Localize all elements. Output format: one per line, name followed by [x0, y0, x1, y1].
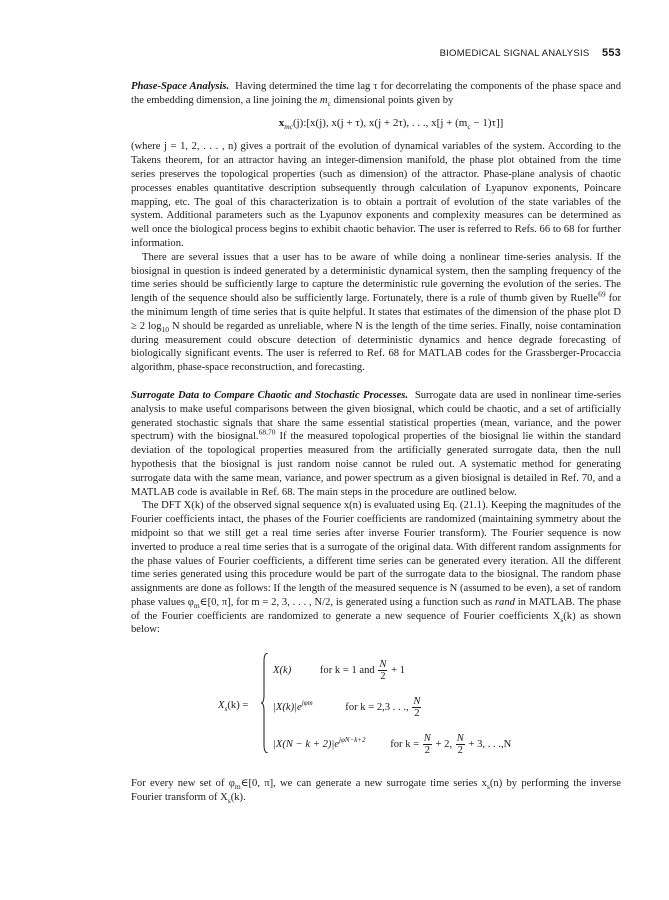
eq2-r3-cond-c: + 3, . . .,N	[468, 739, 512, 751]
section-heading-phase-space: Phase-Space Analysis.	[131, 81, 230, 92]
eq2-lhs	[218, 699, 248, 713]
intro-text-b: dimensional points given by	[333, 94, 454, 106]
surrogate-ref: 68,70	[258, 427, 276, 437]
eq2-r1-frac: $\frac{N}{2}$	[379, 659, 387, 683]
para2-text-c: N should be regarded as unreliable, where N is the length of the time series. Finally, noise contamination during measurement could obscure detection of deterministic dynamics and hence degrade forecasting of biologically significant events. The user is referred to Ref. 68 for MATLAB codes for the Grassberger-Procaccia algorithm, phase-space reconstruction, and forecasting.	[131, 320, 621, 374]
eq2-lhs-tail: (k) =	[227, 700, 249, 712]
eq2-r3-cond-b: + 2,	[435, 739, 453, 751]
eq2-row-1	[273, 659, 405, 682]
final-text-d: (k).	[230, 792, 246, 804]
eq2-r3-frac-1: $\frac{N}{2}$	[423, 733, 431, 757]
eq-body: (j):[x(j), x(j + τ), x(j + 2τ), . . ., x[j + (m	[292, 116, 468, 129]
final-text-a: For every new set of φ	[131, 778, 235, 790]
eq2-r3-sup: jφN−k+2	[339, 736, 366, 745]
eq2-r3-expr: |X(N − k + 2)|e	[273, 739, 340, 751]
running-head-title: BIOMEDICAL SIGNAL ANALYSIS	[439, 48, 590, 59]
rand-function: rand	[494, 596, 515, 608]
eq2-r3-frac-2: $\frac{N}{2}$	[456, 733, 464, 757]
eq-sub-c: c	[467, 121, 471, 131]
eq2-r2-expr: |X(k)|e	[273, 702, 302, 714]
section-heading-surrogate: Surrogate Data to Compare Chaotic and Stochastic Processes.	[131, 389, 409, 401]
eq-vector-x: x	[278, 116, 285, 129]
page-number: 553	[602, 47, 621, 59]
log-sub-10: 10	[161, 324, 170, 334]
dft-text-a: The DFT X(k) of the observed signal sequence x(n) is evaluated using Eq. (21.1). Keeping the magnitudes of the Fourier coefficients intact, the phases of the Fourier coefficients are randomized (maintaining symmetry about the midpoint so that we still get a real time series after inverse Fourier transform). The Fourier sequence is now inverted to produce a real time series that is a surrogate of the original data. With different random assignments for the phase values of Fourier coefficients, a different time series can be generated every iteration. All the different time series generated using this procedure would be part of the surrogate data to the biosignal. The random phase assignments are done as follows: If the length of the measured sequence is N (assumed to be even), a set of random phase values φ	[131, 500, 621, 608]
intro-text-a: Having determined the time lag τ for decorrelating the components of the phase space and the embedding dimension, a line joining the	[131, 81, 622, 106]
dft-text-c: in MATLAB. The phase of the Fourier coefficients are randomized to generate a new sequence of Fourier coefficients X	[131, 596, 621, 622]
equation-phase-vector	[161, 117, 621, 131]
intro-var-m: m	[319, 94, 328, 106]
final-text-b: ∈[0, π], we can generate a new surrogate time series x	[240, 778, 487, 790]
eq2-r1-cond-b: + 1	[391, 665, 406, 677]
page-body	[131, 80, 621, 805]
eq2-r2-cond-a: for k = 2,3 . . .,	[345, 702, 409, 714]
eq2-row-2	[273, 696, 422, 719]
final-sub-m: m	[234, 782, 241, 792]
phi-sub-m: m	[193, 601, 200, 610]
surrogate-paragraph-3	[131, 777, 621, 805]
phase-space-paragraph-1: (where j = 1, 2, . . . , n) gives a portrait of the evolution of dynamical variables of the system. According to the Takens theorem, for an attractor having an integer-dimension manifold, the phase plot obtained from the time series preserves the topological properties (such as dimension) of the attractor. Phase-plane analysis of chaotic processes enables quantitative description subsequently through calculation of Lyapunov exponents, Poincare mapping, etc. The goal of this characterization is to obtain a portrait of evolution of the state variables of the system. Additional parameters such as the Lyapunov exponents and complexity measures can be determined as well once the biological process begins to exhibit chaotic behavior. The user is referred to Refs. 66 to 68 for further information.	[131, 141, 621, 249]
surrogate-text-b: If the measured topological properties of the biosignal lie within the standard deviation of the topological properties measured from the artificially generated surrogate data, then the null hypothesis that the biosignal is just random noise cannot be ruled out. A systematic method for generating surrogate data with the same mean, variance, and power spectrum as a given biosignal is detailed in Ref. 70, and a MATLAB code is available in Ref. 68. The main steps in the procedure are outlined below.	[131, 431, 621, 498]
eq-tail: − 1)τ]]	[473, 116, 504, 129]
xs-sub-s: s	[560, 614, 564, 624]
final-text-c: (n) by performing the inverse Fourier transform of X	[131, 778, 622, 804]
eq2-lhs-x: X	[218, 700, 225, 712]
eq2-r2-sup: jφm	[301, 699, 313, 708]
ruelle-ref: 69	[598, 289, 606, 299]
eq2-row-3	[273, 733, 511, 756]
para2-text-b: for the minimum length of time series that is quite helpful. It states that estimates of the dimension of the phase plot D ≥ 2 log	[131, 293, 621, 332]
dft-text-d: (k) as shown below:	[131, 610, 621, 636]
para2-text-a: There are several issues that a user has to be aware of while doing a nonlinear time-series analysis. If the biosignal in question is indeed generated by a deterministic dynamical system, then the sampling frequency of the time series should be sufficiently large to capture the deterministic rule governing the evolution of the series. The length of the sequence should also be sufficiently large. Fortunately, there is a rule of thumb given by Ruelle	[131, 251, 621, 305]
eq2-r3-cond-a: for k =	[390, 739, 420, 751]
eq-sub-mc: mc	[284, 121, 293, 131]
dft-text-b: ∈[0, π], for m = 2, 3, . . . , N/2, is generated using a function such as	[199, 596, 493, 608]
final-sub-s2: s	[227, 796, 231, 806]
eq2-lhs-sub: s	[224, 704, 228, 714]
final-sub-s: s	[486, 782, 490, 792]
surrogate-paragraph-2	[131, 499, 621, 637]
phase-space-paragraph-2	[131, 251, 621, 375]
surrogate-paragraph-1	[131, 389, 621, 499]
equation-surrogate-coefficients	[131, 649, 621, 761]
eq2-r1-cond-a: for k = 1 and	[319, 665, 375, 677]
eq2-r2-frac: $\frac{N}{2}$	[413, 696, 421, 720]
surrogate-text-a: Surrogate data are used in nonlinear time-series analysis to make useful comparisons between the given biosignal, which could be chaotic, and a set of artificially generated stochastic signals that share the same essential statistical properties (mean, variance, and the power spectrum) with the biosignal.	[131, 389, 621, 443]
intro-sub-c: c	[327, 98, 331, 108]
running-head	[131, 47, 621, 59]
phase-space-intro	[131, 80, 621, 108]
left-brace-icon	[261, 653, 269, 753]
eq2-r1-expr: X(k)	[273, 665, 292, 677]
